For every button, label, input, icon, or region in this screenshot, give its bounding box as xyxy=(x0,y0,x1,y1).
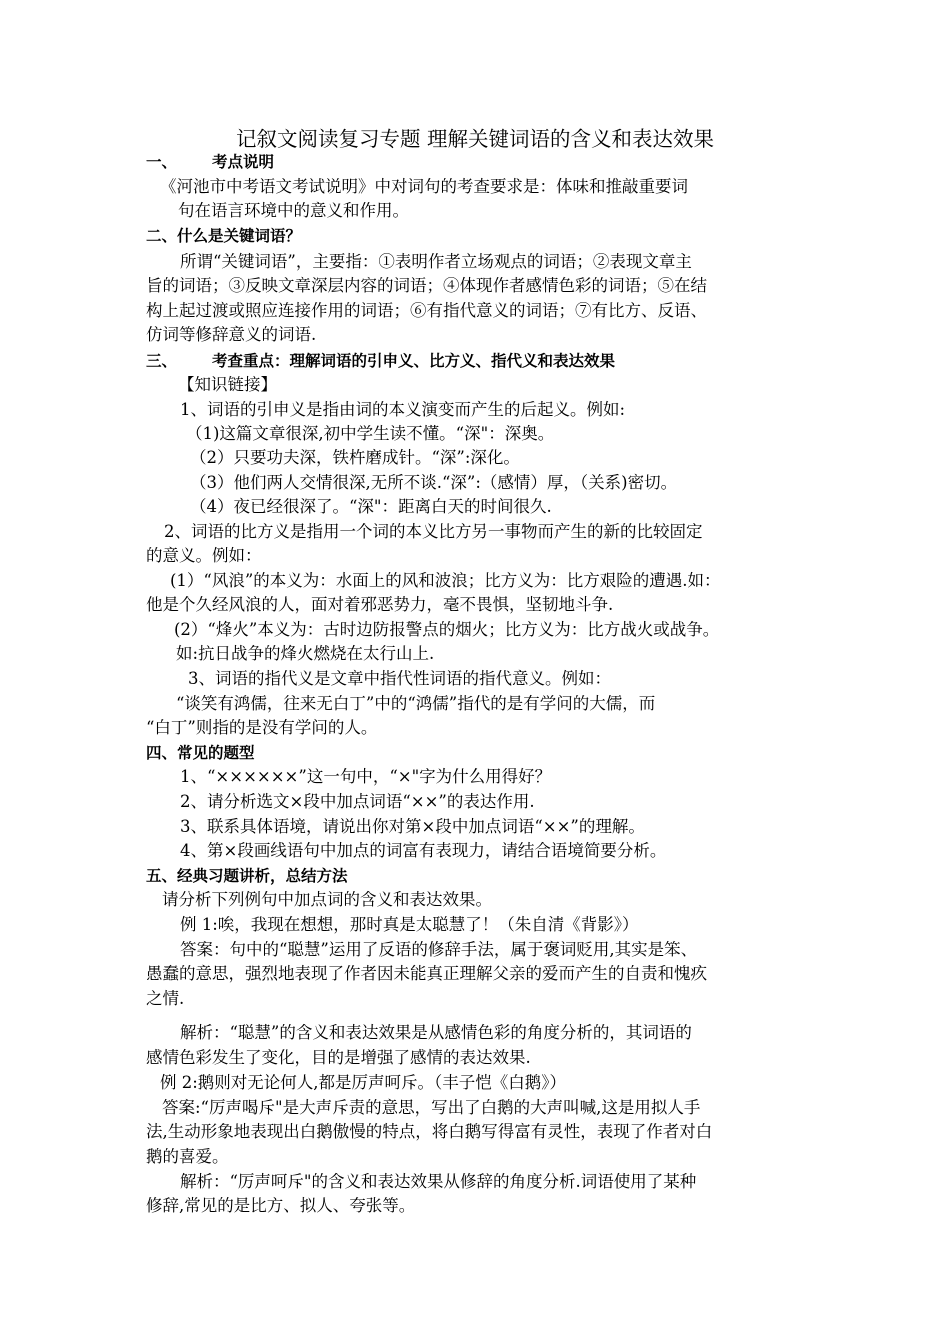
analysis-line: 解析：“聪慧”的含义和表达效果是从感情色彩的角度分析的，其词语的 xyxy=(180,1023,692,1042)
answer-line: 答案:“厉声喝斥"是大声斥责的意思，写出了白鹅的大声叫喊,这是用拟人手 xyxy=(162,1098,701,1117)
paragraph-line: 所谓“关键词语”，主要指：①表明作者立场观点的词语；②表现文章主 xyxy=(180,252,692,271)
paragraph-line: 如:抗日战争的烽火燃烧在太行山上. xyxy=(176,644,435,663)
example-line: 例 2:鹅则对无论何人,都是厉声呵斥。（丰子恺《白鹅》） xyxy=(160,1073,567,1092)
paragraph-line: “谈笑有鸿儒，往来无白丁”中的“鸿儒”指代的是有学问的大儒，而 xyxy=(176,694,656,713)
question-type-line: 4、第×段画线语句中加点的词富有表现力，请结合语境简要分析。 xyxy=(180,841,667,860)
question-type-line: 2、请分析选文×段中加点词语“××”的表达作用. xyxy=(180,792,535,811)
question-type-line: 1、“××××××”这一句中，“×"字为什么用得好？ xyxy=(180,767,552,786)
paragraph-line: 构上起过渡或照应连接作用的词语；⑥有指代意义的词语；⑦有比方、反语、 xyxy=(146,301,707,320)
paragraph-line: 他是个久经风浪的人，面对着邪恶势力，毫不畏惧，坚韧地斗争. xyxy=(146,595,614,614)
example-line: 例 1:唉，我现在想想，那时真是太聪慧了！（朱自清《背影》） xyxy=(180,915,639,934)
section-1-title: 考点说明 xyxy=(212,153,275,171)
section-3-title: 考查重点：理解词语的引申义、比方义、指代义和表达效果 xyxy=(212,352,616,370)
analysis-line: 感情色彩发生了变化，目的是增强了感情的表达效果. xyxy=(146,1048,531,1067)
section-1-number: 一、 xyxy=(146,153,178,171)
document-title: 记叙文阅读复习专题 理解关键词语的含义和表达效果 xyxy=(235,127,714,151)
section-2-heading: 二、什么是关键词语？ xyxy=(146,227,302,245)
paragraph-line: 《河池市中考语文考试说明》中对词句的考查要求是：体味和推敲重要词 xyxy=(160,177,688,196)
paragraph-line: 2、词语的比方义是指用一个词的本义比方另一事物而产生的新的比较固定 xyxy=(164,522,703,541)
paragraph-line: （4）夜已经很深了。“深"：距离白天的时间很久. xyxy=(190,497,552,516)
paragraph-line: 请分析下列例句中加点词的含义和表达效果。 xyxy=(162,890,492,909)
paragraph-line: 旨的词语；③反映文章深层内容的词语；④体现作者感情色彩的词语；⑤在结 xyxy=(146,276,707,295)
answer-line: 答案：句中的“聪慧”运用了反语的修辞手法，属于褒词贬用,其实是笨、 xyxy=(180,940,698,959)
question-type-line: 3、联系具体语境，请说出你对第×段中加点词语“××”的理解。 xyxy=(180,817,645,836)
section-3-number: 三、 xyxy=(146,352,178,370)
paragraph-line: 仿词等修辞意义的词语. xyxy=(146,325,317,344)
answer-line: 之情. xyxy=(146,989,185,1008)
paragraph-line: 的意义。例如： xyxy=(146,546,262,565)
paragraph-line: 3、词语的指代义是文章中指代性词语的指代意义。例如： xyxy=(188,669,611,688)
answer-line: 法,生动形象地表现出白鹅傲慢的特点，将白鹅写得富有灵性，表现了作者对白 xyxy=(146,1122,713,1141)
paragraph-line: 1、词语的引申义是指由词的本义演变而产生的后起义。例如: xyxy=(180,400,626,419)
analysis-line: 修辞,常见的是比方、拟人、夸张等。 xyxy=(146,1196,416,1215)
answer-line: 愚蠢的意思，强烈地表现了作者因未能真正理解父亲的爱而产生的自责和愧疚 xyxy=(146,964,707,983)
section-4-heading: 四、常见的题型 xyxy=(146,744,255,762)
section-5-heading: 五、经典习题讲析，总结方法 xyxy=(146,867,348,885)
paragraph-line: （1)这篇文章很深,初中学生读不懂。“深"：深奥。 xyxy=(186,424,555,443)
paragraph-line: (1）“风浪”的本义为：水面上的风和波浪；比方义为：比方艰险的遭遇.如： xyxy=(170,571,721,590)
analysis-line: 解析：“厉声呵斥"的含义和表达效果从修辞的角度分析.词语使用了某种 xyxy=(180,1172,697,1191)
paragraph-line: 句在语言环境中的意义和作用。 xyxy=(178,201,409,220)
paragraph-line: “白丁”则指的是没有学问的人。 xyxy=(146,718,378,737)
paragraph-line: （3）他们两人交情很深,无所不谈.“深”:（感情）厚，（关系)密切。 xyxy=(190,473,678,492)
paragraph-line: （2）只要功夫深，铁杵磨成针。“深”:深化。 xyxy=(190,448,520,467)
answer-line: 鹅的喜爱。 xyxy=(146,1147,229,1166)
knowledge-link-label: 【知识链接】 xyxy=(178,375,277,394)
paragraph-line: (2）“烽火”本义为：古时边防报警点的烟火；比方义为：比方战火或战争。 xyxy=(174,620,720,639)
